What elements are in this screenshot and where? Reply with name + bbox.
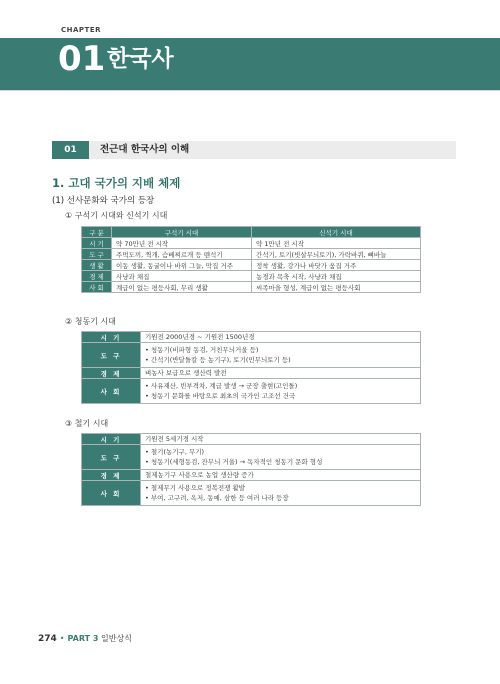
table-row	[82, 434, 421, 445]
cell-line: 기원전 2000년경 ~ 기원전 1500년경	[145, 333, 255, 341]
cell-line: 철제농기구 사용으로 농업 생산량 증가	[145, 471, 254, 479]
row-head: 경 제	[82, 368, 141, 379]
footer-dot: •	[59, 634, 65, 643]
table-cell	[141, 379, 421, 404]
row-head: 사 회	[82, 379, 141, 404]
row-head: 경 제	[82, 470, 141, 481]
table-row	[82, 379, 421, 404]
table-cell: 약 70만년 전 시작	[112, 238, 252, 249]
subheading-iron-age: ③ 철기 시대	[65, 419, 109, 428]
table-row	[82, 470, 421, 481]
row-head: 시 기	[82, 332, 141, 343]
footer-part: PART 3	[67, 634, 99, 643]
table-cell	[141, 445, 421, 470]
table-cell	[141, 368, 421, 379]
row-head: 사 회	[82, 282, 112, 293]
table-cell	[141, 470, 421, 481]
row-head: 도 구	[82, 249, 112, 260]
table-row	[82, 282, 421, 293]
table-cell: 주먹도끼, 찍개, 슴베찌르개 등 뗀석기	[112, 249, 252, 260]
row-head: 생 활	[82, 260, 112, 271]
section-bar	[52, 141, 456, 159]
table-row	[82, 238, 421, 249]
row-head: 경 제	[82, 271, 112, 282]
heading-level2: (1) 선사문화와 국가의 등장	[52, 196, 155, 206]
cell-line: 기원전 5세기경 시작	[145, 435, 204, 443]
table-stone-age	[81, 226, 421, 293]
cell-line: • 사유재산, 빈부격차, 계급 발생 → 군장 출현(고인돌)	[145, 382, 298, 390]
table-row	[82, 445, 421, 470]
table-cell	[141, 332, 421, 343]
cell-line: • 청동기(세형동검, 잔무늬 거울) → 독자적인 청동기 문화 형성	[145, 458, 323, 466]
chapter-title: 한국사	[107, 46, 174, 72]
table-cell	[141, 434, 421, 445]
table-row	[82, 481, 421, 506]
table-cell: 이동 생활, 동굴이나 바위 그늘, 막집 거주	[112, 260, 252, 271]
table-cell: 간석기, 토기(빗살무늬토기), 가락바퀴, 뼈바늘	[252, 249, 421, 260]
cell-line: • 철기(농기구, 무기)	[145, 448, 205, 456]
page-footer	[38, 633, 132, 644]
cell-line: 벼농사 보급으로 생산력 발전	[145, 369, 227, 377]
table-cell	[141, 343, 421, 368]
page-number: 274	[38, 634, 57, 644]
table-bronze-age	[81, 331, 421, 404]
section-title: 전근대 한국사의 이해	[100, 144, 190, 155]
cell-line: • 간석기(반달돌칼 등 농기구), 토기(민무늬토기 등)	[145, 356, 291, 364]
row-head: 도 구	[82, 445, 141, 470]
table-header-cell: 신석기 시대	[252, 227, 421, 238]
table-cell: 약 1만년 전 시작	[252, 238, 421, 249]
table-row	[82, 249, 421, 260]
subheading-bronze-age: ② 청동기 시대	[65, 317, 116, 326]
cell-line: • 청동기 문화를 바탕으로 최초의 국가인 고조선 건국	[145, 392, 296, 400]
table-header-row	[82, 227, 421, 238]
table-cell	[141, 481, 421, 506]
table-cell: 계급이 없는 평등사회, 무리 생활	[112, 282, 252, 293]
row-head: 사 회	[82, 481, 141, 506]
cell-line: • 청동기(비파형 동검, 거친무늬거울 등)	[145, 346, 259, 354]
chapter-label: CHAPTER	[61, 26, 101, 34]
table-row	[82, 343, 421, 368]
chapter-number: 01	[58, 39, 106, 79]
table-row	[82, 332, 421, 343]
table-row	[82, 271, 421, 282]
chapter-divider	[0, 90, 500, 91]
table-row	[82, 368, 421, 379]
table-cell: 씨족마을 형성, 계급이 없는 평등사회	[252, 282, 421, 293]
cell-line: • 부여, 고구려, 옥저, 동예, 삼한 등 여러 나라 등장	[145, 494, 289, 502]
row-head: 시 기	[82, 238, 112, 249]
table-cell: 사냥과 채집	[112, 271, 252, 282]
cell-line: • 철제무기 사용으로 정복전쟁 활발	[145, 484, 246, 492]
subheading-paleolithic-neolithic: ① 구석기 시대와 신석기 시대	[65, 211, 168, 220]
row-head: 도 구	[82, 343, 141, 368]
row-head: 시 기	[82, 434, 141, 445]
heading-level1: 1. 고대 국가의 지배 체제	[52, 176, 181, 190]
footer-subject: 일반상식	[101, 634, 132, 643]
table-header-cell: 구 분	[82, 227, 112, 238]
table-iron-age	[81, 433, 421, 506]
table-header-cell: 구석기 시대	[112, 227, 252, 238]
table-cell: 정착 생활, 강가나 바닷가 움집 거주	[252, 260, 421, 271]
table-cell: 농경과 목축 시작, 사냥과 채집	[252, 271, 421, 282]
table-row	[82, 260, 421, 271]
section-number: 01	[52, 141, 89, 159]
